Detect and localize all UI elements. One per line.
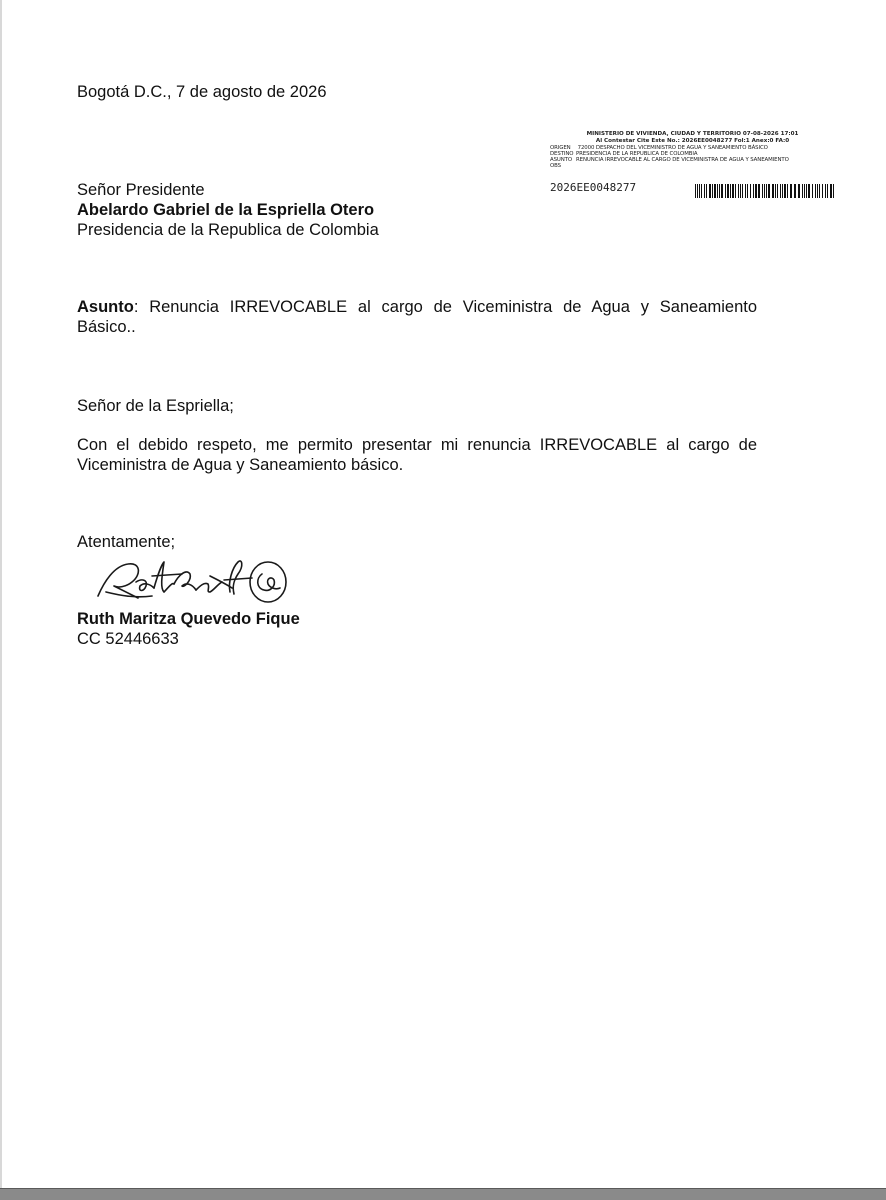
barcode-bar [721,184,723,198]
barcode-bar [764,184,765,198]
barcode-bar [833,184,834,198]
barcode-bar [817,184,818,198]
barcode-bar [812,184,813,198]
barcode-bar [712,184,713,198]
handwritten-signature [92,552,292,612]
barcode-bar [808,184,810,198]
barcode-bar [830,184,832,198]
barcode-bar [804,184,805,198]
barcode-bar [719,184,720,198]
barcode-bar [717,184,718,198]
barcode-bar [709,184,711,198]
barcode-bar [758,184,760,198]
barcode-bar [714,184,716,198]
barcode-bar [725,184,726,198]
stamp-cite-line: Al Contestar Cite Este No.: 2026EE0048277 Fol:1 Anex:0 FA:0 [595,137,790,144]
barcode-bar [745,184,746,198]
barcode-bar [802,184,803,198]
stamp-destino-value: PRESIDENCIA DE LA REPUBLICA DE COLOMBIA [576,150,698,157]
barcode-bar [750,184,751,198]
recipient-name: Abelardo Gabriel de la Espriella Otero [77,201,375,219]
stamp-ministry-line: MINISTERIO DE VIVIENDA, CIUDAD Y TERRITORIO 07-08-2026 17:01 [586,131,799,137]
barcode-bar [777,184,778,198]
stamp-obs-row [550,163,835,169]
body-paragraph: Con el debido respeto, me permito presentar mi renuncia IRREVOCABLE al cargo de Viceministra de Agua y Saneamiento básico. [77,436,757,474]
barcode-bar [827,184,828,198]
stamp-obs-key: OBS [550,162,561,169]
barcode-bar [699,184,700,198]
barcode-bar [742,184,743,198]
signer-name: Ruth Maritza Quevedo Fique [77,610,300,628]
barcode-bar [701,184,702,198]
radicado-number: 2026EE0048277 [550,181,637,194]
barcode-bar [732,184,734,198]
barcode-bar [780,184,781,198]
subject-text: : Renuncia IRREVOCABLE al cargo de Viceministra de Agua y Saneamiento Básico.. [77,298,757,336]
stamp-origen-value: 72000 DESPACHO DEL VICEMINISTRO DE AGUA Y SANEAMIENTO BÁSICO [577,144,768,151]
barcode-bar [706,184,707,198]
stamp-asunto-key: ASUNTO [550,156,573,163]
barcode-bar [768,184,770,198]
barcode-bar [704,184,705,198]
barcode-bar [740,184,741,198]
place-date: Bogotá D.C., 7 de agosto de 2026 [77,83,327,101]
barcode-bar [798,184,800,198]
scan-left-edge [0,0,2,1190]
barcode-bar [730,184,731,198]
barcode-bar [822,184,823,198]
barcode-bar [794,184,796,198]
barcode-bar [753,184,754,198]
barcode-bar [815,184,816,198]
barcode-bar [825,184,826,198]
barcode-bar [735,184,736,198]
barcode-bar [766,184,767,198]
barcode-icon [695,184,835,198]
greeting: Señor de la Espriella; [77,397,234,415]
barcode-bar [727,184,729,198]
closing: Atentamente; [77,533,176,551]
stamp-origen-key: ORIGEN [550,144,571,151]
barcode-bar [806,184,807,198]
barcode-bar [787,184,788,198]
barcode-bar [782,184,783,198]
barcode-bar [762,184,763,198]
barcode-bar [784,184,786,198]
subject [77,297,757,337]
barcode-bar [790,184,792,198]
barcode-bar [697,184,698,198]
signer-id: CC 52446633 [77,630,179,648]
subject-label: Asunto [77,298,134,316]
barcode-bar [772,184,774,198]
barcode-bar [755,184,757,198]
recipient-office: Presidencia de la Republica de Colombia [77,221,379,239]
recipient-title: Señor Presidente [77,181,205,199]
barcode-bar [695,184,696,198]
barcode-bar [819,184,820,198]
stamp-asunto-value: RENUNCIA IRREVOCABLE AL CARGO DE VICEMINISTRA DE AGUA Y SANEAMIENTO [576,156,789,163]
radicado-stamp [550,131,835,194]
scan-bottom-edge [0,1188,886,1200]
barcode-bar [738,184,739,198]
barcode-bar [747,184,748,198]
barcode-bar [775,184,776,198]
stamp-destino-key: DESTINO [550,150,574,157]
